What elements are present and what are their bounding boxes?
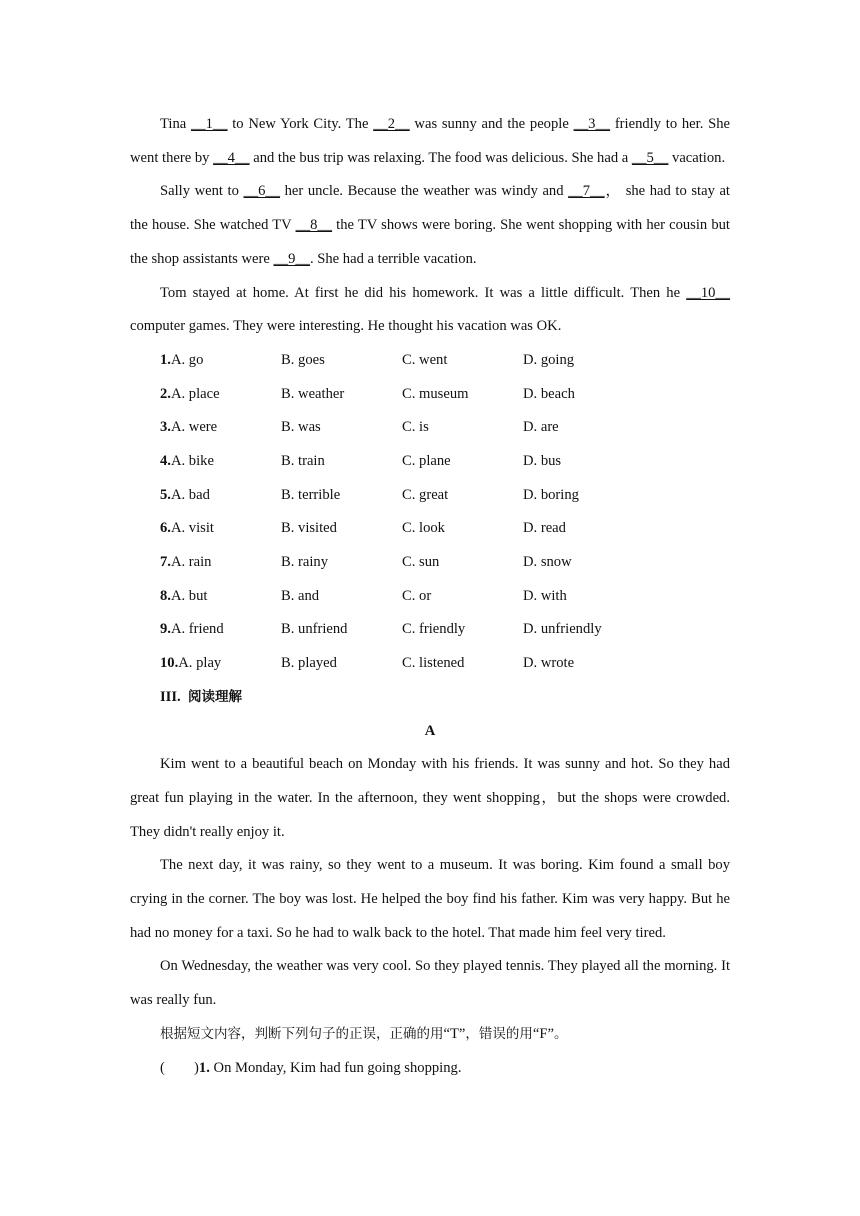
option-a <box>160 378 281 412</box>
option-d: D. going <box>523 351 575 368</box>
text: . She had a terrible vacation. <box>309 250 477 267</box>
option-c: C. friendly <box>402 621 466 638</box>
text: the TV shows were boring. She went shopping with her cousin but the shop assistants were <box>130 217 730 267</box>
text: ， she had to stay at the house. She watched TV <box>130 183 730 234</box>
text: computer games. They were interesting. He thought his vacation was OK. <box>130 318 562 335</box>
option-b: B. rainy <box>281 554 329 571</box>
question-number: 4. <box>160 452 171 469</box>
option-b: B. played <box>281 655 337 672</box>
blank-9: __9__ <box>273 250 310 267</box>
option-a-text: A. rain <box>170 554 212 571</box>
text: was sunny and the people <box>409 116 574 132</box>
option-a-text: A. bad <box>170 486 210 503</box>
option-b: B. train <box>281 452 325 469</box>
option-a <box>160 546 281 580</box>
passage-title: A <box>424 722 436 739</box>
passage-paragraph-1: Kim went to a beautiful beach on Monday with his friends. It was sunny and hot. So they had great fun playing in the water. In the afternoon, they went shopping，but the shops were crowded. They didn't really enjoy it. <box>130 756 730 840</box>
question-number: 9. <box>160 621 171 638</box>
instruction-false-mark: “F” <box>532 1025 554 1042</box>
option-b: B. weather <box>281 385 345 402</box>
question-number: 5. <box>160 486 171 503</box>
blank-2: __2__ <box>373 116 410 132</box>
document-page <box>130 108 730 1085</box>
option-a <box>160 647 281 681</box>
section-label: 阅读理解 <box>187 688 242 705</box>
option-b: B. unfriend <box>281 621 348 638</box>
instruction-text: 根据短文内容，判断下列句子的正误，正确的用 <box>160 1025 444 1042</box>
option-c: C. museum <box>402 385 469 402</box>
option-b: B. goes <box>281 351 325 368</box>
blank-6: __6__ <box>243 183 280 200</box>
option-a <box>160 512 281 546</box>
instruction-true-mark: “T” <box>443 1025 466 1042</box>
option-a <box>160 344 281 378</box>
options-list <box>130 344 730 681</box>
option-row-6 <box>130 512 730 546</box>
option-b: B. and <box>281 587 320 604</box>
blank-8: __8__ <box>295 217 333 234</box>
text: and the bus trip was relaxing. The food was delicious. She had a <box>249 149 632 166</box>
cloze-paragraph-3 <box>130 277 730 344</box>
option-a-text: A. play <box>178 655 222 672</box>
option-c: C. plane <box>402 452 451 469</box>
option-c: C. is <box>402 419 429 436</box>
option-b: B. terrible <box>281 486 341 503</box>
blank-1: __1__ <box>191 116 228 132</box>
option-a-text: A. bike <box>170 452 214 469</box>
instruction-text: ，错误的用 <box>465 1025 533 1042</box>
option-d: D. bus <box>523 452 562 469</box>
option-d: D. unfriendly <box>523 621 602 638</box>
cloze-paragraph-1 <box>130 108 730 175</box>
option-row-8 <box>130 580 730 614</box>
text: Sally went to <box>160 183 244 200</box>
option-b: B. was <box>281 419 321 436</box>
question-number: 1. <box>198 1059 210 1076</box>
question-number: 2. <box>160 385 171 402</box>
option-a-text: A. visit <box>170 520 214 537</box>
text: her uncle. Because the weather was windy and <box>280 183 569 200</box>
blank-3: __3__ <box>573 116 611 132</box>
cloze-paragraph-2 <box>130 175 730 276</box>
option-d: D. boring <box>523 486 579 503</box>
option-c: C. great <box>402 486 449 503</box>
blank-10: __10__ <box>686 284 730 301</box>
option-row-3 <box>130 411 730 445</box>
question-number: 7. <box>160 554 171 571</box>
question-number: 3. <box>160 419 171 436</box>
section-heading <box>130 681 730 715</box>
option-d: D. read <box>523 520 566 537</box>
option-c: C. or <box>402 587 432 604</box>
option-a <box>160 479 281 513</box>
option-d: D. are <box>523 419 559 436</box>
option-d: D. snow <box>523 554 572 571</box>
blank-5: __5__ <box>631 149 669 166</box>
option-c: C. listened <box>402 655 465 672</box>
option-c: C. look <box>402 520 445 537</box>
section-number: III. <box>160 688 181 705</box>
option-row-10 <box>130 647 730 681</box>
question-number: 1. <box>160 351 171 368</box>
text: vacation. <box>668 149 726 166</box>
option-row-7 <box>130 546 730 580</box>
option-a-text: A. place <box>170 385 220 402</box>
instruction <box>130 1018 730 1052</box>
text: friendly to her. She went there by <box>130 116 730 166</box>
text: Tina <box>160 116 191 132</box>
blank-7: __7__ <box>568 183 605 200</box>
option-row-2 <box>130 378 730 412</box>
passage-paragraph-3: On Wednesday, the weather was very cool. So they played tennis. They played all the morning. It was really fun. <box>130 958 730 1009</box>
option-d: D. beach <box>523 385 575 402</box>
option-a <box>160 580 281 614</box>
option-a <box>160 445 281 479</box>
question-number: 8. <box>160 587 171 604</box>
passage-paragraph-2: The next day, it was rainy, so they went to a museum. It was boring. Kim found a small boy crying in the corner. The boy was lost. He helped the boy find his father. Kim was very happy. But he had no money for a taxi. So he had to walk back to the hotel. That made him feel very tired. <box>130 857 730 941</box>
text: Tom stayed at home. At first he did his homework. It was a little difficult. Then he <box>160 284 687 301</box>
option-a-text: A. but <box>170 587 208 604</box>
option-d: D. wrote <box>523 655 575 672</box>
question-1 <box>130 1052 730 1086</box>
option-row-4 <box>130 445 730 479</box>
answer-blank[interactable]: ( ) <box>160 1059 199 1076</box>
option-a <box>160 613 281 647</box>
option-c: C. sun <box>402 554 440 571</box>
option-a-text: A. friend <box>170 621 224 638</box>
question-number: 10. <box>160 655 179 672</box>
option-a-text: A. were <box>170 419 218 436</box>
option-c: C. went <box>402 351 448 368</box>
question-number: 6. <box>160 520 171 537</box>
option-row-1 <box>130 344 730 378</box>
option-a-text: A. go <box>170 351 204 368</box>
option-row-9 <box>130 613 730 647</box>
option-a <box>160 411 281 445</box>
text: to New York City. The <box>227 116 374 132</box>
option-row-5 <box>130 479 730 513</box>
blank-4: __4__ <box>213 149 250 166</box>
option-b: B. visited <box>281 520 337 537</box>
instruction-text: 。 <box>553 1025 568 1042</box>
option-d: D. with <box>523 587 567 604</box>
question-text: On Monday, Kim had fun going shopping. <box>209 1059 462 1076</box>
